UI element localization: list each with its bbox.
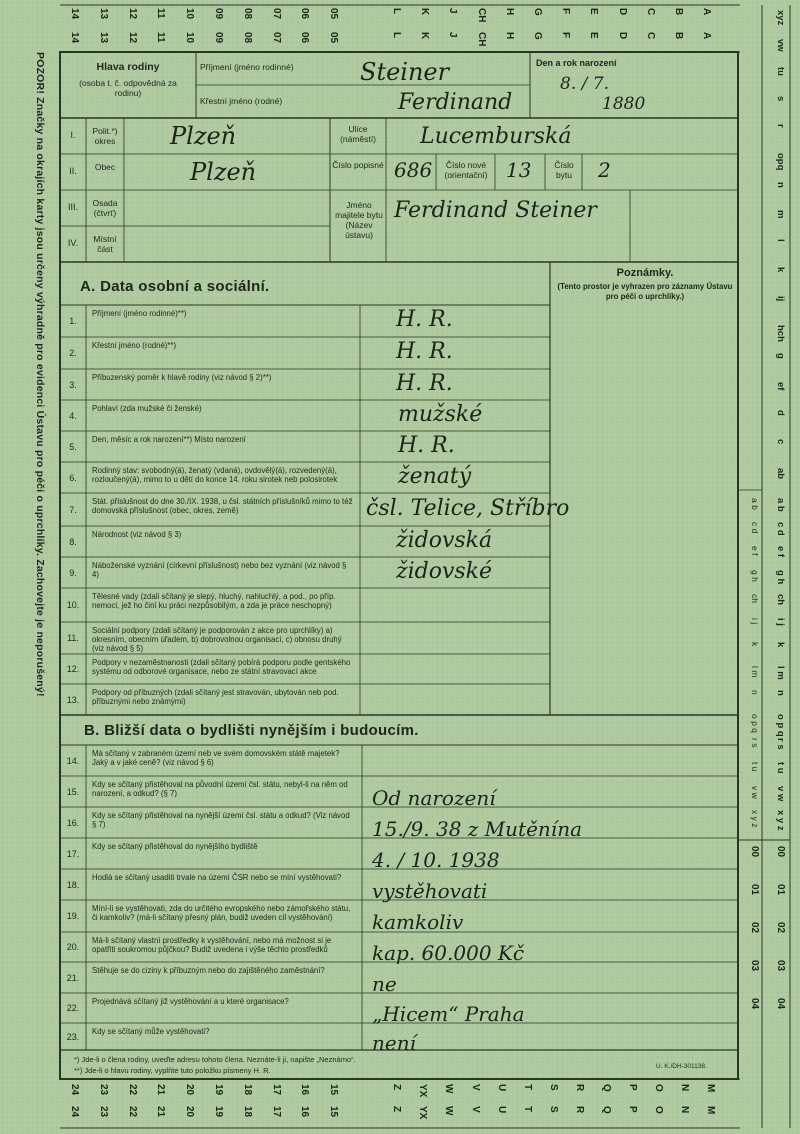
section-b-row-label: Kdy se sčítaný přistěhoval na původní území čsl. státu, nebyl-li na něm od narození, a odkud? (§ 7) (92, 780, 348, 798)
bottom-letter-code: R (574, 1084, 586, 1092)
bottom-number-code: 15 (328, 1084, 340, 1096)
bottom-letter-code: V (469, 1084, 481, 1091)
top-number-code: 10 (184, 32, 196, 44)
section-b-row-number: 20. (66, 942, 80, 952)
section-b-row-value: 15./9. 38 z Mutěnína (372, 816, 582, 841)
section-a-row-number: 13. (66, 694, 80, 705)
top-letter-code: F (560, 32, 572, 39)
section-a-row-value: H. R. (396, 339, 453, 364)
section-a-row-label: Rodinný stav: svobodný(á), ženatý (vdaná), ovdovělý(á), rozvedený(á), rozloučený(á), mimo to u dětí do konce 14. roku sirotek neb polosirotek (92, 466, 338, 484)
right-small-code: i j (750, 618, 760, 625)
section-a-row-number: 3. (69, 379, 77, 390)
top-number-code: 07 (270, 32, 282, 44)
bottom-number-code: 19 (213, 1084, 224, 1096)
bottom-letter-code: R (574, 1106, 586, 1114)
right-small-code: ch (750, 594, 760, 603)
top-number-code: 12 (126, 8, 138, 20)
top-number-code: 14 (69, 8, 80, 20)
right-letter-code: opq (775, 153, 786, 171)
section-a-row-label: Podpory v nezaměstnanosti (zdali sčítaný pobírá podporu podle gentského systému od odborové organisace, nebo ze státní stravovací akce (92, 658, 351, 676)
right-small-code: a b (750, 498, 760, 510)
section-a-row-value: mužské (398, 401, 483, 427)
bottom-number-code: 23 (97, 1106, 109, 1118)
top-letter-code: D (616, 32, 628, 40)
firstname-value: Ferdinand (398, 90, 513, 115)
bottom-number-code: 17 (270, 1084, 282, 1096)
section-a-row-label: Tělesné vady (zdali sčítaný je slepý, hluchý, nahluchlý, a pod., po příp. nemoci, jež ho činí ku práci nezpůsobilým, a zda je práce neschopný) (92, 592, 336, 610)
right-letter-code: g (775, 353, 786, 359)
right-small-code: c d (775, 522, 786, 536)
head-of-family-subtitle: (osoba t. č. odpovědná za rodinu) (79, 78, 177, 98)
top-letter-code: CH (475, 8, 487, 23)
bottom-letter-code: Z (391, 1106, 402, 1113)
right-letter-code: ij (775, 296, 786, 302)
bottom-letter-code: W (443, 1106, 455, 1116)
bottom-letter-code: S (548, 1084, 560, 1091)
section-b-row-label: Kdy se sčítaný přistěhoval do nynějšího bydliště (92, 842, 258, 851)
right-letter-code: d (775, 410, 786, 417)
top-number-code: 06 (299, 32, 311, 44)
right-letter-code: xyz (775, 10, 786, 26)
notes-title: Poznámky. (616, 267, 674, 279)
right-small-code: i j (775, 618, 786, 626)
section-a-row-number: 10. (66, 600, 80, 610)
right-letter-code: l (775, 238, 786, 242)
bottom-letter-code: P (626, 1106, 638, 1113)
right-small-code: r s (750, 738, 760, 748)
right-letter-code: c (775, 439, 786, 445)
notes-subtitle: (Tento prostor je vyhrazen pro záznamy Ústavu pro péči o uprchlíky.) (557, 282, 733, 301)
address-row-number: III. (67, 202, 78, 212)
address-row-number: II. (69, 166, 77, 176)
bottom-number-code: 21 (155, 1084, 167, 1096)
bottom-letter-code: M (705, 1084, 717, 1093)
section-a-row-number: 1. (69, 316, 77, 326)
top-letter-code: E (588, 32, 600, 39)
street-value: Lucemburská (420, 124, 572, 149)
address-row-value: Plzeň (170, 122, 237, 150)
section-a-row-value: židovské (396, 558, 493, 584)
section-b-row-value: není (372, 1030, 416, 1055)
form-code: U. K./DH-301138. (656, 1063, 707, 1070)
right-letter-code: n (775, 181, 786, 188)
top-letter-code: H (503, 8, 515, 16)
right-number-code: 02 (749, 922, 760, 934)
right-small-code: e f (775, 546, 786, 558)
top-number-code: 09 (213, 32, 224, 44)
right-letter-code: k (775, 267, 786, 273)
owner-value: Ferdinand Steiner (394, 198, 597, 223)
section-b-row-value: kap. 60.000 Kč (372, 941, 525, 965)
section-b-row-label: Kdy se sčítaný přistěhoval na nynější území čsl. státu a odkud? (Viz návod § 7) (92, 811, 350, 829)
top-number-code: 06 (299, 8, 311, 20)
new-number-value: 13 (506, 158, 532, 182)
top-number-code: 13 (97, 8, 109, 20)
section-a-row-label: Příjmení (jméno rodinné)**) (92, 309, 187, 318)
top-letter-code: D (616, 8, 628, 16)
right-number-code: 04 (749, 998, 760, 1010)
section-b-row-label: Projednává sčítaný již vystěhování a u které organisace? (92, 997, 289, 1006)
top-letter-code: L (391, 8, 402, 15)
right-small-code: g h (750, 570, 760, 582)
birth-year-value: 1880 (602, 94, 646, 114)
top-letter-code: J (447, 8, 459, 14)
bottom-number-code: 16 (299, 1084, 311, 1096)
section-b-row-label: Má sčítaný v zabraném území neb ve svém domovském státě majetek? Jaký a v jaké ceně? (viz návod § 6) (92, 749, 340, 767)
new-number-label: Číslo nové (orientační) (444, 160, 488, 180)
right-small-code: r s (775, 738, 786, 750)
birth-label: Den a rok narození (536, 58, 617, 68)
bottom-number-code: 18 (241, 1106, 253, 1118)
top-number-code: 08 (241, 8, 253, 20)
bottom-letter-code: O (653, 1084, 664, 1092)
right-small-code: k (750, 642, 760, 647)
right-small-code: n (775, 690, 786, 696)
house-number-label: Číslo popisné (332, 160, 384, 170)
right-small-code: g h (775, 570, 786, 585)
bottom-number-code: 20 (184, 1106, 196, 1118)
bottom-number-code: 23 (97, 1084, 109, 1096)
right-small-code: a b (775, 498, 786, 512)
section-a-title: A. Data osobní a sociální. (80, 278, 270, 295)
bottom-letter-code: M (705, 1106, 717, 1115)
bottom-number-code: 19 (213, 1106, 224, 1118)
section-b-row-number: 21. (66, 972, 80, 983)
bottom-number-code: 24 (69, 1106, 80, 1118)
right-number-code: 02 (775, 922, 786, 934)
section-a-row-value: H. R. (398, 432, 455, 458)
footnote-head: **) Jde-li o hlavu rodiny, vyplňte tuto položku písmeny H. R. (74, 1066, 271, 1075)
section-a-row-label: Národnost (viz návod § 3) (92, 530, 182, 539)
top-number-code: 05 (328, 8, 340, 20)
section-a-row-number: 8. (69, 536, 77, 547)
top-letter-code: A (701, 32, 713, 40)
bottom-letter-code: W (443, 1084, 455, 1094)
right-letter-code: ef (775, 381, 786, 391)
section-b-row-value: Od narození (372, 785, 496, 810)
right-small-code: ch (775, 594, 786, 606)
bottom-letter-code: V (469, 1106, 481, 1113)
right-letter-code: m (775, 210, 786, 219)
top-letter-code: K (419, 32, 431, 40)
section-b-row-value: „Hicem“ Praha (372, 1002, 525, 1026)
firstname-label: Křestní jméno (rodné) (200, 96, 283, 106)
right-letter-code: s (775, 95, 786, 102)
section-a-row-label: Stát. příslušnost do dne 30./IX. 1938, u čsl. státních příslušníků mimo to též domovská příslušnost (obec, okres, země) (92, 497, 353, 515)
right-letter-code: vw (775, 38, 786, 52)
section-a-row-number: 6. (69, 472, 77, 483)
right-small-code: l m (775, 666, 786, 680)
section-a-row-number: 12. (66, 664, 80, 674)
top-letter-code: A (701, 8, 713, 16)
bottom-letter-code: T (522, 1106, 533, 1113)
section-a-row-label: Podpory od příbuzných (zdali sčítaný jest stravován, ubytován neb pod. příbuznými nebo známými) (92, 688, 339, 706)
section-b-title: B. Bližší data o bydlišti nynějším i budoucím. (84, 722, 419, 739)
right-small-code: t u (775, 762, 786, 774)
top-number-code: 08 (241, 32, 253, 44)
top-letter-code: F (560, 8, 572, 15)
side-warning-note: POZOR! Značky na okrajích karty jsou určeny výhradně pro evidenci Ústavu pro péči o uprchlíky. Zachovejte je neporušený! (34, 52, 46, 697)
top-letter-code: G (532, 32, 543, 40)
right-letter-code: hch (775, 324, 786, 342)
section-a-row-label: Náboženské vyznání (církevní příslušnost) nebo bez vyznání (viz návod § 4) (92, 561, 347, 579)
right-letter-code: tu (775, 67, 786, 77)
street-label: Ulice (náměstí) (340, 124, 376, 144)
top-number-code: 05 (328, 32, 340, 44)
top-letter-code: B (673, 32, 684, 40)
flat-number-value: 2 (598, 158, 611, 182)
address-row-value: Plzeň (190, 158, 257, 186)
bottom-letter-code: YX (417, 1106, 429, 1120)
section-b-row-value: 4. / 10. 1938 (372, 847, 500, 872)
section-b-row-number: 23. (66, 1031, 80, 1042)
section-a-row-value: H. R. (396, 370, 453, 396)
top-letter-code: C (644, 32, 656, 40)
right-number-code: 00 (749, 846, 760, 858)
top-letter-code: E (588, 8, 600, 15)
section-b-row-label: Hodlá se sčítaný usaditi trvale na území ČSR nebo se míní vystěhovati? (92, 873, 342, 882)
surname-value: Steiner (360, 58, 450, 86)
right-small-code: x y z (750, 810, 760, 828)
right-small-code: v w (750, 786, 760, 799)
section-b-row-label: Kdy se sčítaný může vystěhovati? (92, 1027, 210, 1036)
bottom-number-code: 22 (126, 1084, 138, 1096)
right-small-code: l m (750, 666, 760, 678)
bottom-letter-code: N (679, 1084, 691, 1092)
section-b-row-number: 14. (66, 755, 80, 766)
section-b-row-number: 17. (66, 848, 80, 859)
bottom-letter-code: YX (417, 1084, 429, 1098)
bottom-number-code: 16 (299, 1106, 311, 1118)
top-letter-code: B (673, 8, 684, 16)
right-letter-code: ab (775, 467, 786, 479)
section-b-row-number: 15. (66, 786, 80, 797)
top-number-code: 14 (69, 32, 80, 44)
section-a-row-label: Sociální podpory (zdali sčítaný je podporován z akce pro uprchlíky) a) okresním, obecním úřadem, b) dobrovolnou organisací, c) obnosu druhý (viz návod § 5) (92, 626, 342, 653)
section-a-row-value: ženatý (398, 463, 472, 489)
section-a-row-label: Den, měsíc a rok narození**) Místo narození (92, 435, 246, 444)
bottom-number-code: 21 (155, 1106, 167, 1118)
top-number-code: 10 (184, 8, 196, 20)
section-a-row-label: Pohlaví (zda mužské či ženské) (92, 404, 202, 413)
bottom-number-code: 20 (184, 1084, 196, 1096)
top-letter-code: CH (475, 32, 487, 47)
section-b-row-value: vystěhovati (372, 878, 488, 903)
section-a-row-number: 4. (69, 410, 77, 421)
address-row-number: IV. (67, 238, 79, 248)
address-row-label: Obec (94, 162, 116, 172)
top-letter-code: K (419, 8, 431, 16)
top-number-code: 12 (126, 32, 138, 44)
section-b-row-number: 19. (66, 911, 80, 921)
top-letter-code: H (503, 32, 515, 40)
bottom-letter-code: N (679, 1106, 691, 1114)
address-row-label: Místní část (93, 234, 117, 254)
top-number-code: 13 (97, 32, 109, 44)
section-a-row-value: židovská (396, 527, 493, 553)
right-number-code: 01 (749, 884, 760, 896)
bottom-number-code: 15 (328, 1106, 340, 1118)
bottom-number-code: 22 (126, 1106, 138, 1118)
bottom-letter-code: U (495, 1084, 507, 1092)
top-number-code: 11 (155, 8, 167, 19)
right-small-code: o p q (750, 714, 760, 733)
section-b-row-number: 18. (66, 879, 80, 890)
section-b-row-label: Míní-li se vystěhovati, zda do určitého evropského nebo zámořského státu, či kamkoliv? (má-li sčítaný přesný plán, budiž uveden cíl vystěhování) (92, 904, 351, 922)
right-number-code: 01 (775, 884, 786, 896)
right-small-code: v w (775, 786, 786, 802)
right-number-code: 04 (775, 998, 786, 1010)
right-small-code: t u (750, 762, 760, 772)
right-small-code: c d (750, 522, 760, 534)
address-row-number: I. (70, 130, 76, 140)
bottom-number-code: 24 (69, 1084, 80, 1096)
section-a-row-number: 11. (67, 633, 79, 643)
section-a-row-number: 2. (69, 348, 77, 358)
right-number-code: 03 (749, 960, 760, 972)
right-number-code: 00 (775, 846, 786, 858)
right-small-code: x y z (775, 810, 786, 831)
bottom-letter-code: Z (391, 1084, 402, 1091)
section-b-row-label: Stěhuje se do ciziny k příbuzným nebo do zajištěného zaměstnání? (92, 966, 325, 975)
right-small-code: o p q (775, 714, 786, 737)
right-letter-code: r (775, 124, 786, 129)
bottom-letter-code: Q (600, 1084, 612, 1092)
section-a-row-value: čsl. Telice, Stříbro (366, 495, 570, 521)
bottom-letter-code: S (548, 1106, 560, 1113)
section-b-row-value: kamkoliv (372, 910, 464, 934)
section-a-row-value: H. R. (396, 307, 453, 332)
section-a-row-number: 5. (69, 441, 77, 452)
section-b-row-number: 22. (66, 1003, 80, 1013)
section-b-row-value: ne (372, 971, 397, 996)
top-letter-code: J (447, 32, 459, 38)
bottom-number-code: 18 (241, 1084, 253, 1096)
address-row-label: Polit.*) okres (92, 126, 118, 146)
top-number-code: 09 (213, 8, 224, 20)
house-number-value: 686 (394, 158, 433, 182)
owner-label: Jméno majitele bytu (Název ústavu) (335, 200, 383, 240)
head-of-family-title: Hlava rodiny (96, 61, 160, 73)
top-number-code: 11 (155, 32, 167, 43)
footnote-member: *) Jde-li o člena rodiny, uveďte adresu tohoto člena. Neznáte-li ji, napište „Neznámo“. (74, 1055, 356, 1064)
birth-day-value: 8. / 7. (560, 74, 609, 94)
right-small-code: e f (750, 546, 760, 556)
right-small-code: k (775, 642, 786, 648)
bottom-letter-code: U (495, 1106, 507, 1114)
section-b-row-number: 16. (66, 817, 80, 828)
flat-number-label: Číslo bytu (554, 160, 574, 180)
bottom-number-code: 17 (270, 1106, 282, 1118)
top-letter-code: C (644, 8, 656, 16)
top-number-code: 07 (270, 8, 282, 20)
bottom-letter-code: Q (600, 1106, 612, 1114)
top-letter-code: G (532, 8, 543, 16)
section-a-row-label: Křestní jméno (rodné)**) (92, 341, 177, 350)
section-a-row-label: Příbuzenský poměr k hlavě rodiny (viz návod § 2)**) (92, 373, 272, 382)
bottom-letter-code: P (626, 1084, 638, 1091)
surname-label: Příjmení (jméno rodinné) (200, 62, 294, 72)
address-row-label: Osada (čtvrť) (92, 198, 118, 218)
right-small-code: n (750, 690, 760, 695)
section-a-row-number: 7. (69, 504, 77, 515)
bottom-letter-code: O (653, 1106, 664, 1114)
right-number-code: 03 (775, 960, 786, 972)
section-a-row-number: 9. (69, 567, 77, 578)
top-letter-code: L (391, 32, 402, 39)
bottom-letter-code: T (522, 1084, 533, 1091)
section-b-row-label: Má-li sčítaný vlastní prostředky k vystěhování, nebo má možnost si je opatřiti soukromou půjčkou? Budiž uvedena i výše těchto prostředků (92, 936, 332, 954)
